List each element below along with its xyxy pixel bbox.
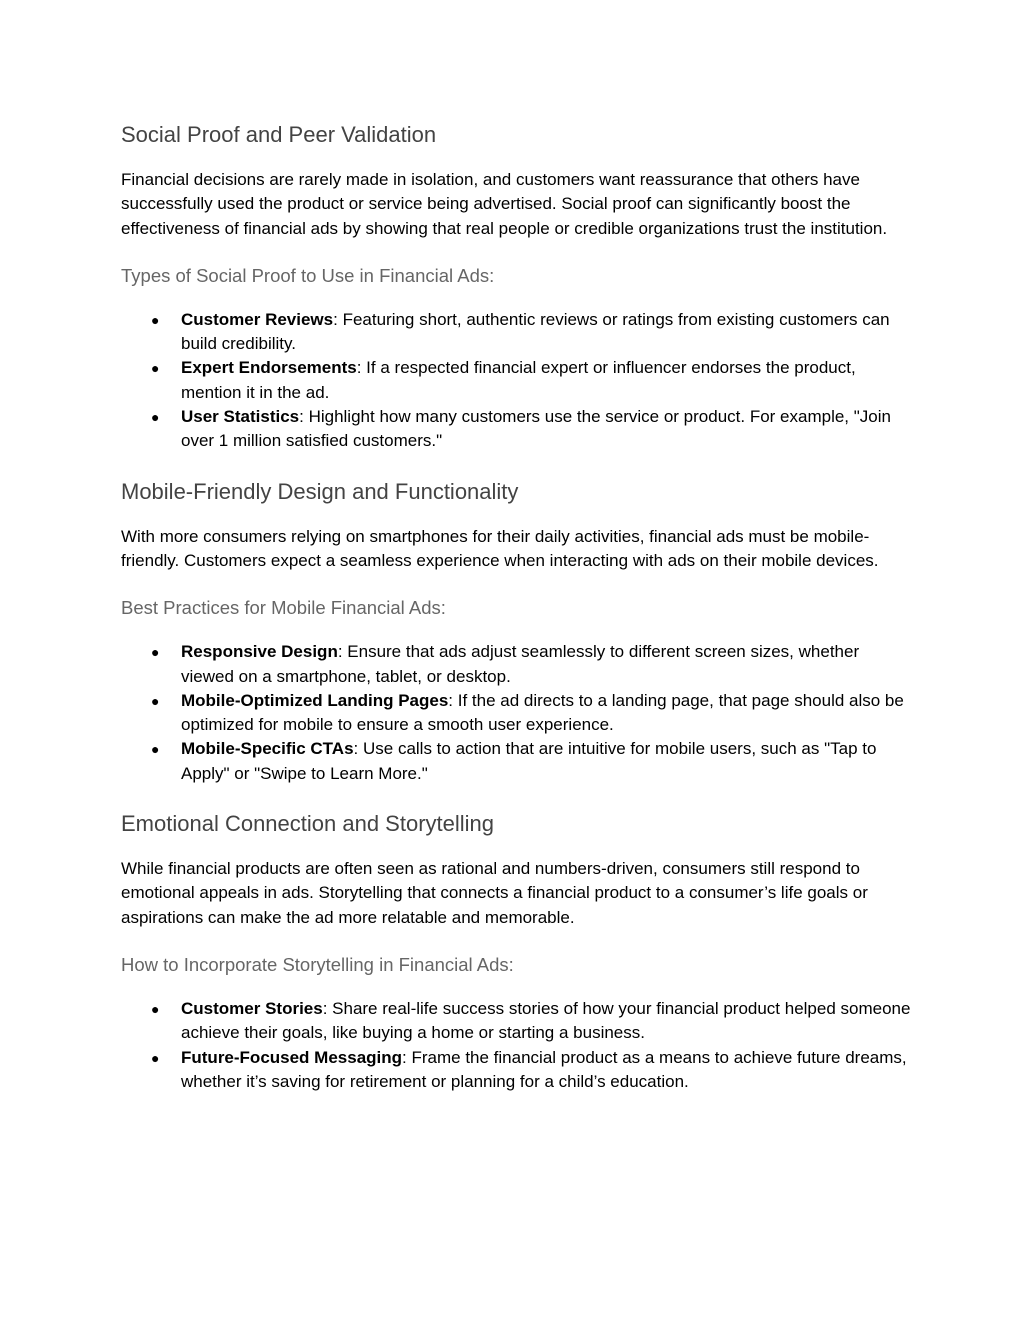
- bullet-icon: ●: [151, 644, 160, 661]
- section-heading-social-proof: Social Proof and Peer Validation: [121, 122, 437, 147]
- list-item-text: : Share real-life success stories of how your financial product helped someone achieve their goals, like buying a home or starting a business.: [181, 998, 911, 1043]
- list-item-term: Mobile-Specific CTAs: [181, 739, 354, 759]
- list-item: [121, 737, 911, 786]
- list-item: [121, 405, 911, 454]
- bullet-list-mobile: [121, 640, 911, 786]
- list-item: [121, 640, 911, 689]
- list-item-term: Expert Endorsements: [181, 358, 357, 378]
- list-item-term: Future-Focused Messaging: [181, 1047, 403, 1067]
- section-paragraph-mobile-friendly: With more consumers relying on smartphones for their daily activities, financial ads must be mobile-friendly. Customers expect a seamless experience when interacting with ads on their mobile devices.: [121, 526, 879, 570]
- subheading-mobile-best-practices: Best Practices for Mobile Financial Ads:: [121, 597, 446, 619]
- bullet-icon: ●: [151, 741, 160, 758]
- section-heading-mobile-friendly: Mobile-Friendly Design and Functionality: [121, 478, 519, 504]
- bullet-icon: ●: [151, 360, 160, 377]
- bullet-list-storytelling: [121, 997, 911, 1094]
- list-item: [121, 356, 911, 405]
- document-page: [121, 110, 911, 1094]
- bullet-icon: ●: [151, 1049, 160, 1066]
- list-item: [121, 689, 911, 738]
- subheading-social-proof-types: Types of Social Proof to Use in Financial Ads:: [121, 264, 495, 286]
- list-item-text: : Frame the financial product as a means to achieve future dreams, whether it’s saving for retirement or planning for a child’s education.: [181, 1047, 907, 1091]
- section-paragraph-social-proof: Financial decisions are rarely made in isolation, and customers want reassurance that others have successfully used the product or service being advertised. Social proof can significantly boost the effectiveness of financial ads by showing that real people or credible organizations trust the institution.: [121, 170, 888, 238]
- section-paragraph-storytelling: While financial products are often seen as rational and numbers-driven, consumers still respond to emotional appeals in ads. Storytelling that connects a financial product to a consumer’s life goals or aspirations can make the ad more relatable and memorable.: [121, 859, 868, 927]
- list-item-term: Mobile-Optimized Landing Pages: [181, 690, 449, 710]
- list-item-text: : Ensure that ads adjust seamlessly to different screen sizes, whether viewed on a smartphone, tablet, or desktop.: [181, 642, 860, 686]
- list-item-term: Customer Stories: [181, 998, 323, 1018]
- section-heading-storytelling: Emotional Connection and Storytelling: [121, 811, 495, 837]
- list-item-text: : Highlight how many customers use the service or product. For example, "Join over 1 million satisfied customers.": [181, 407, 891, 451]
- list-item: [121, 308, 911, 357]
- bullet-icon: ●: [151, 692, 160, 709]
- list-item-text: : Featuring short, authentic reviews or ratings from existing customers can build credibility.: [181, 309, 890, 354]
- list-item: [121, 1046, 911, 1095]
- list-item-text: : Use calls to action that are intuitive for mobile users, such as "Tap to Apply" or "Swipe to Learn More.": [181, 739, 877, 783]
- list-item-text: : If the ad directs to a landing page, that page should also be optimized for mobile to ensure a smooth user experience.: [181, 690, 904, 735]
- bullet-list-social-proof: [121, 308, 911, 454]
- list-item-text: : If a respected financial expert or influencer endorses the product, mention it in the ad.: [181, 358, 856, 402]
- bullet-icon: ●: [151, 311, 160, 328]
- bullet-icon: ●: [151, 1000, 160, 1017]
- list-item-term: Responsive Design: [181, 642, 338, 662]
- list-item-term: Customer Reviews: [181, 309, 334, 329]
- bullet-icon: ●: [151, 409, 160, 426]
- list-item: [121, 997, 911, 1046]
- subheading-storytelling-how-to: How to Incorporate Storytelling in Financial Ads:: [121, 953, 514, 975]
- list-item-term: User Statistics: [181, 407, 300, 427]
